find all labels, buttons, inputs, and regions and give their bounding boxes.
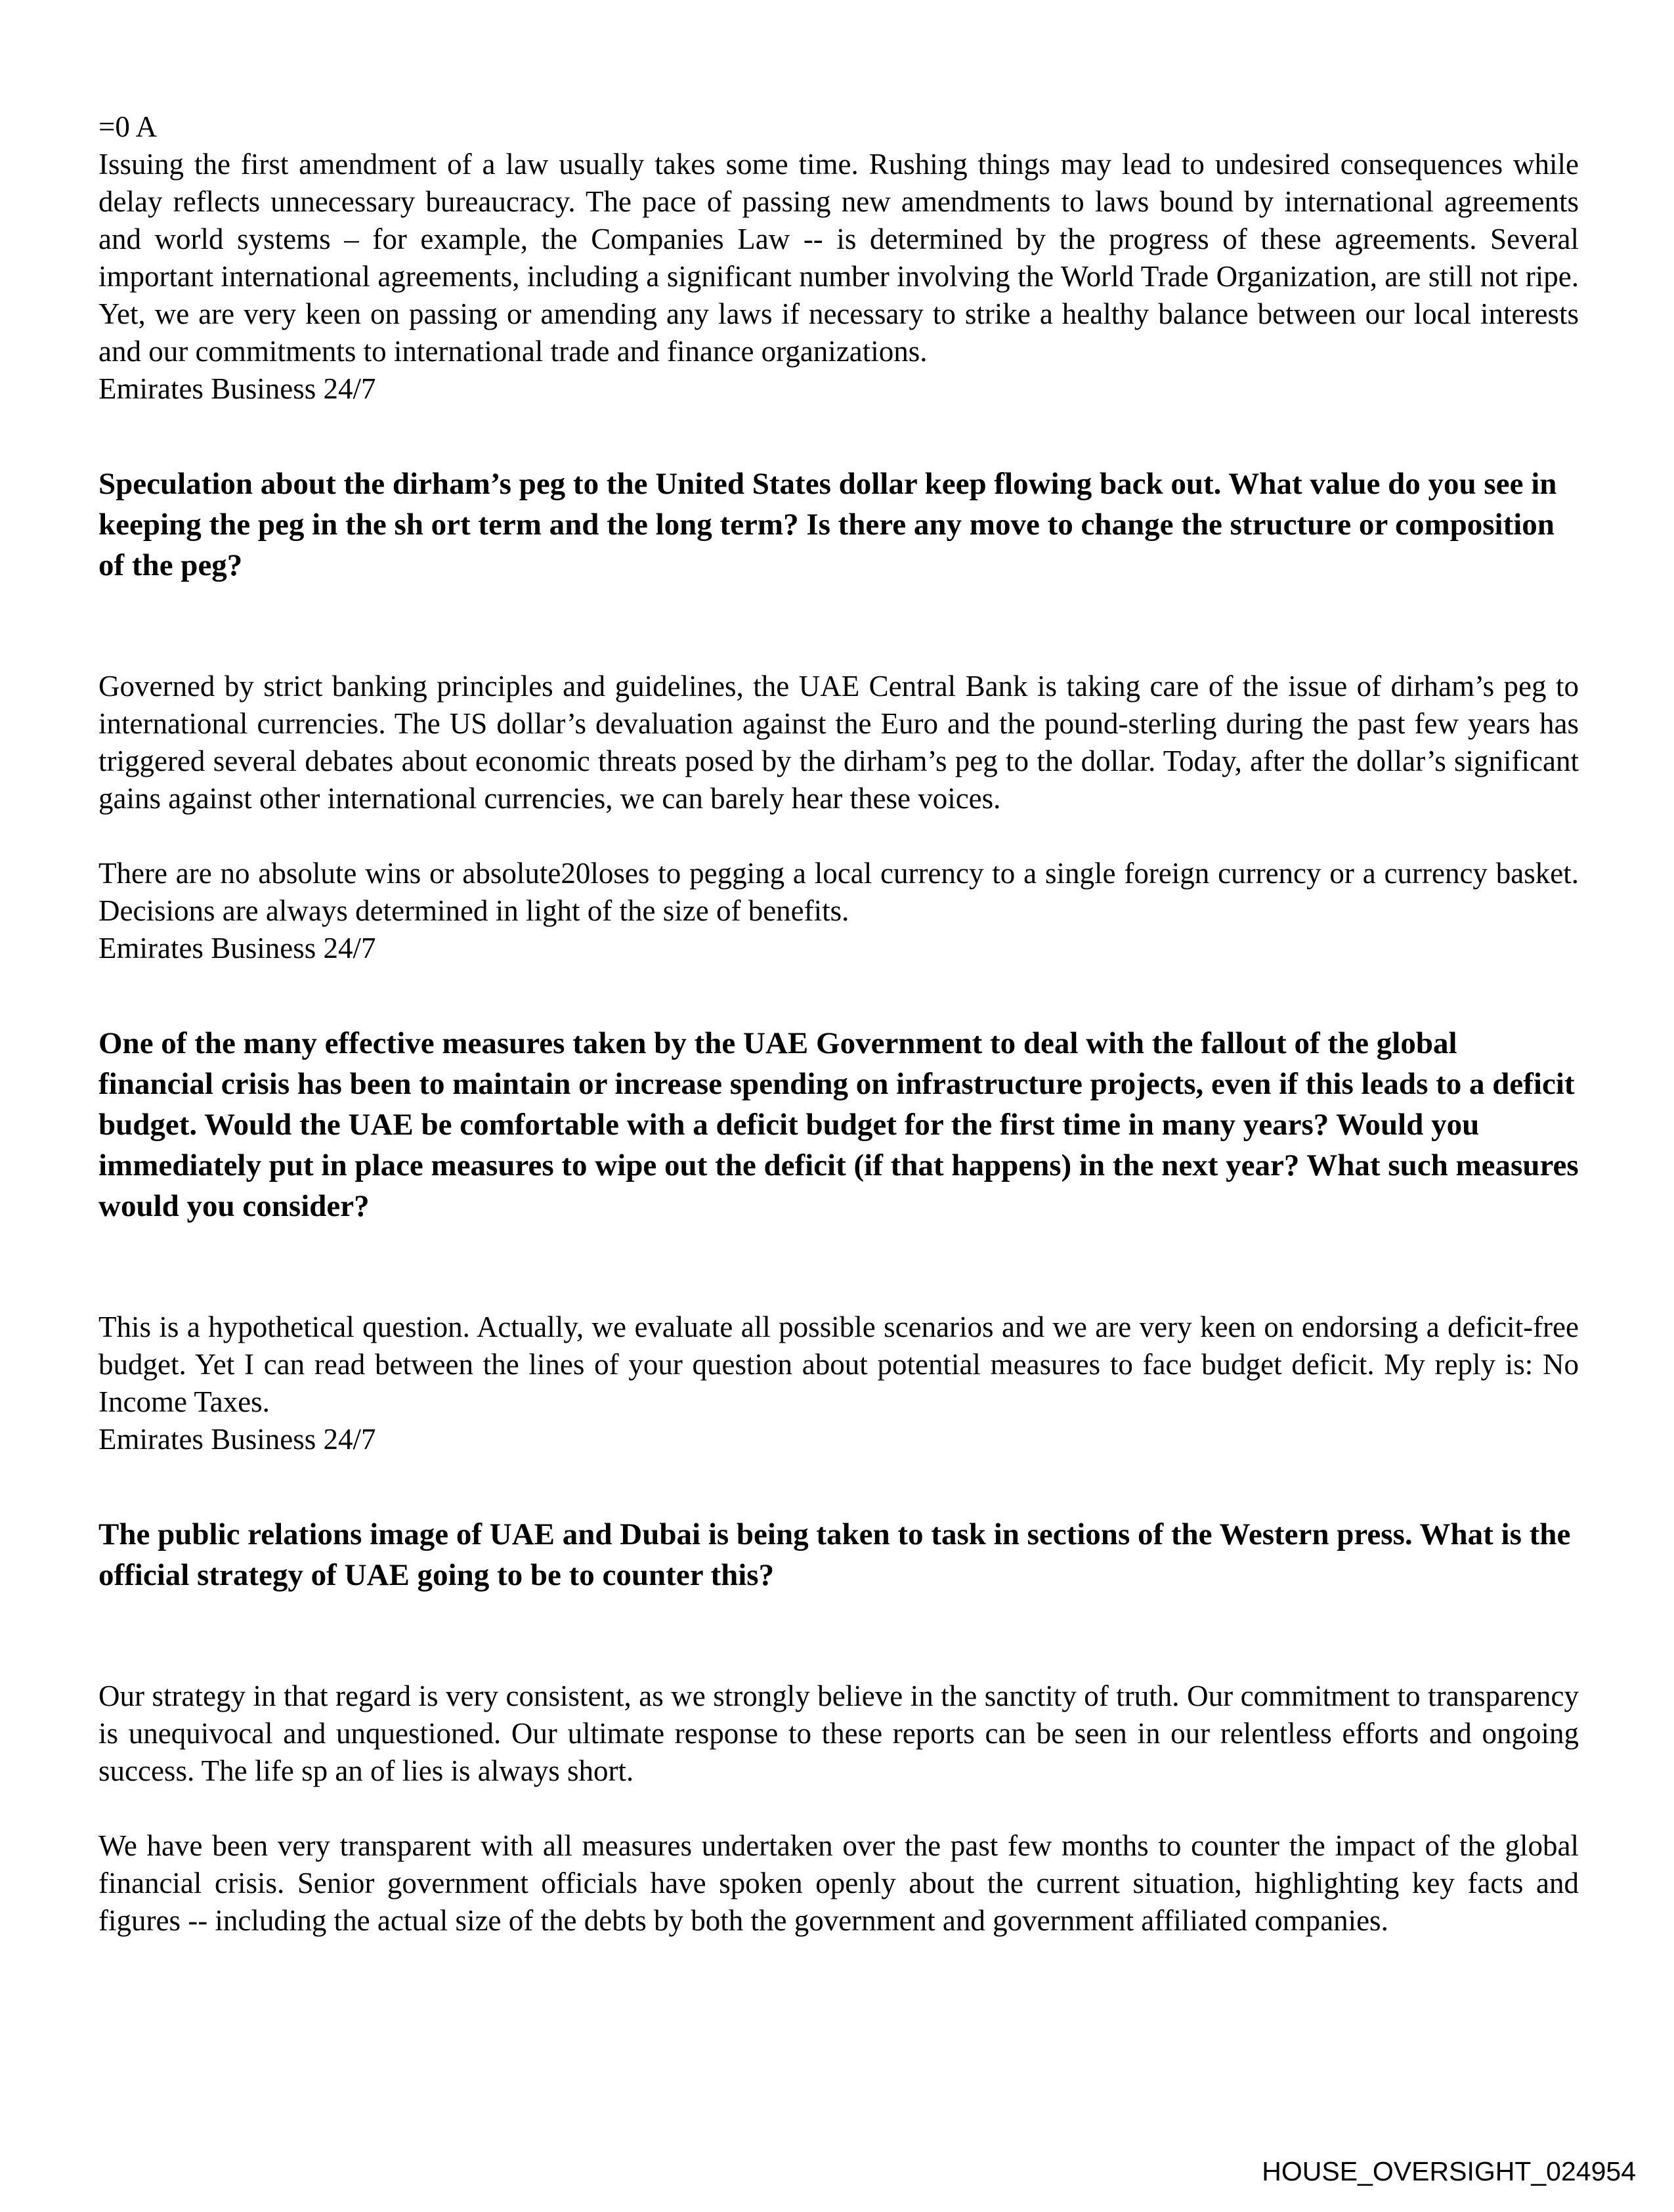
source-attribution-2: Emirates Business 24/7 <box>98 932 376 965</box>
source-attribution-1: Emirates Business 24/7 <box>98 372 376 405</box>
answer-2-paragraph-1: This is a hypothetical question. Actually, we evaluate all possible scenarios and we are very keen on endorsing a deficit-free budget. Yet I can read between the lines of your question about potential measures to face budget deficit. My reply is: No Income Taxes. <box>98 1311 1579 1418</box>
answer-1-paragraph-1: Governed by strict banking principles and guidelines, the UAE Central Bank is taking care of the issue of dirham’s peg to international currencies. The US dollar’s devaluation against the Euro and the pound-sterling during the past few years has triggered several debates about economic threats posed by the dirham’s peg to the dollar. Today, after the dollar’s significant gains against other international currencies, we can barely hear these voices. <box>98 670 1579 815</box>
document-body <box>98 108 1579 1940</box>
question-heading-1: Speculation about the dirham’s peg to the United States dollar keep flowing back out. What value do you see in keeping the peg in the sh ort term and the long term? Is there any move to change the structure or composition of the peg? <box>98 467 1557 582</box>
answer-1-paragraph-2: There are no absolute wins or absolute20loses to pegging a local currency to a single foreign currency or a currency basket. Decisions are always determined in light of the size of benefits. <box>98 857 1579 927</box>
source-attribution-3: Emirates Business 24/7 <box>98 1423 376 1456</box>
header-code: =0 A <box>98 110 158 143</box>
intro-paragraph: Issuing the first amendment of a law usually takes some time. Rushing things may lead to undesired consequences while delay reflects unnecessary bureaucracy. The pace of passing new amendments to laws bound by international agreements and world systems – for example, the Companies Law -- is determined by the progress of these agreements. Several important international agreements, including a significant number involving the World Trade Organization, are still not ripe. Yet, we are very keen on passing or amending any laws if necessary to strike a healthy balance between our local interests and our commitments to international trade and finance organizations. <box>98 148 1579 368</box>
bates-number-stamp: HOUSE_OVERSIGHT_024954 <box>1262 2156 1636 2186</box>
answer-3-paragraph-2: We have been very transparent with all measures undertaken over the past few months to counter the impact of the global financial crisis. Senior government officials have spoken openly about the current situation, highlighting key facts and figures -- including the actual size of the debts by both the government and government affiliated companies. <box>98 1829 1579 1937</box>
answer-3-paragraph-1: Our strategy in that regard is very consistent, as we strongly believe in the sanctity of truth. Our commitment to transparency is unequivocal and unquestioned. Our ultimate response to these reports can be seen in our relentless efforts and ongoing success. The life sp an of lies is always short. <box>98 1680 1579 1787</box>
question-heading-2: One of the many effective measures taken by the UAE Government to deal with the fallout of the global financial crisis has been to maintain or increase spending on infrastructure projects, even if this leads to a deficit budget. Would the UAE be comfortable with a deficit budget for the first time in many years? Would you immediately put in place measures to wipe out the deficit (if that happens) in the next year? What such measures would you consider? <box>98 1026 1579 1223</box>
question-heading-3: The public relations image of UAE and Dubai is being taken to task in sections of the Western press. What is the official strategy of UAE going to be to counter this? <box>98 1517 1571 1592</box>
